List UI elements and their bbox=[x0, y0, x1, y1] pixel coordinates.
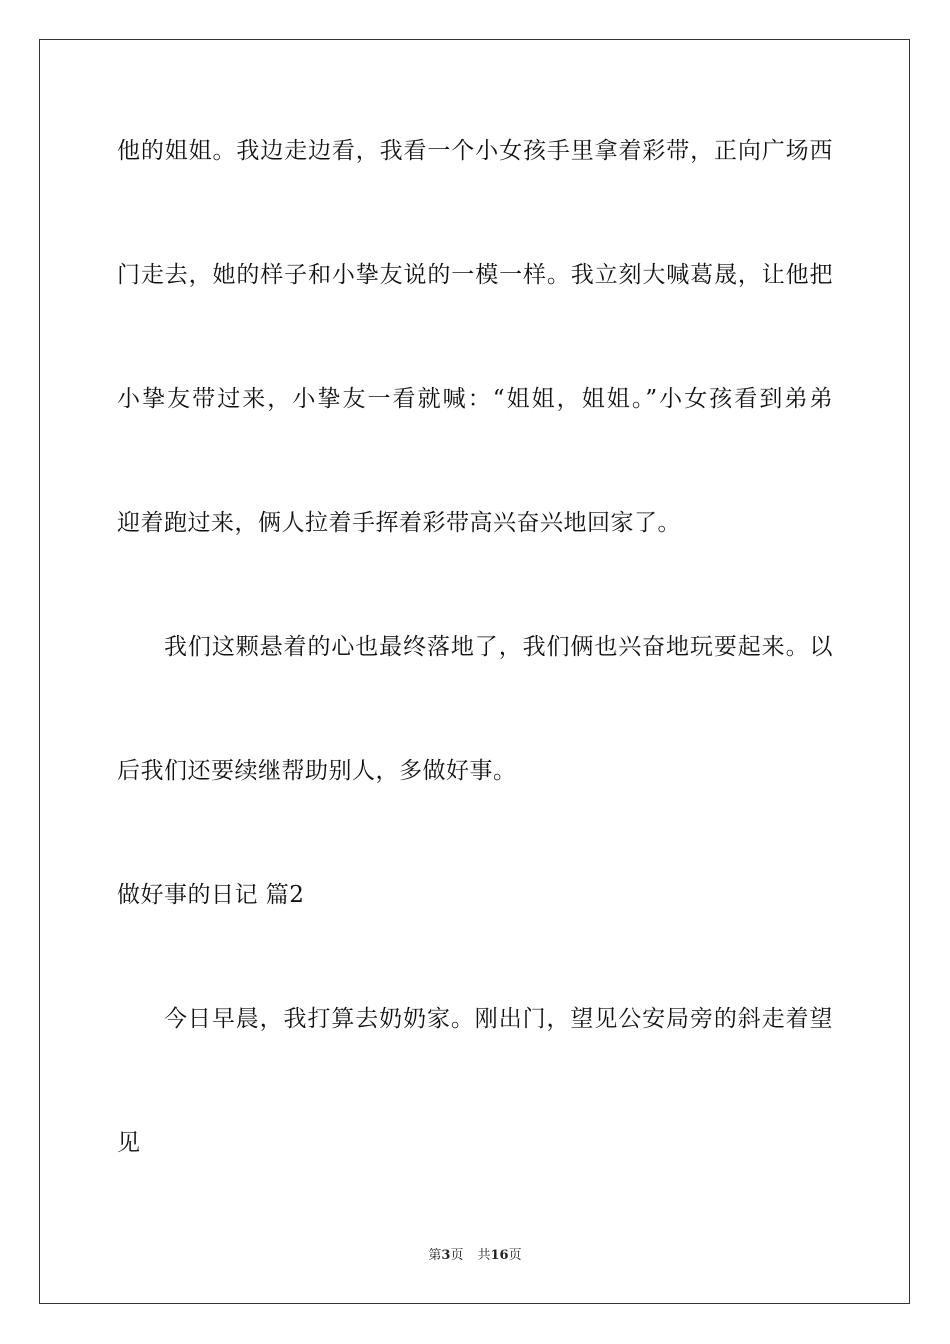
footer-total-prefix: 共 bbox=[477, 1248, 491, 1263]
body-line-3: 小挚友带过来，小挚友一看就喊：“姐姐，姐姐。”小女孩看到弟弟 bbox=[117, 386, 833, 412]
body-line-1: 他的姐姐。我边走边看，我看一个小女孩手里拿着彩带，正向广场西 bbox=[117, 138, 833, 164]
footer-page-prefix: 第 bbox=[428, 1248, 442, 1263]
footer-total-pages: 16 bbox=[490, 1248, 509, 1263]
body-line-5: 我们这颗悬着的心也最终落地了，我们俩也兴奋地玩要起来。以 bbox=[164, 634, 833, 660]
body-line-8: 见 bbox=[117, 1130, 141, 1156]
footer-total-suffix: 页 bbox=[508, 1248, 522, 1263]
body-line-7: 今日早晨，我打算去奶奶家。刚出门，望见公安局旁的斜走着望 bbox=[164, 1006, 833, 1032]
page-border bbox=[39, 39, 910, 1304]
footer-page-suffix: 页 bbox=[450, 1248, 464, 1263]
body-line-4: 迎着跑过来，俩人拉着手挥着彩带高兴奋兴地回家了。 bbox=[117, 510, 681, 536]
footer-page-number: 3 bbox=[441, 1248, 451, 1263]
body-line-6: 后我们还要续继帮助别人，多做好事。 bbox=[117, 758, 517, 784]
section-heading: 做好事的日记 篇2 bbox=[117, 882, 305, 908]
body-line-2: 门走去，她的样子和小挚友说的一模一样。我立刻大喊葛晟，让他把 bbox=[117, 262, 833, 288]
page-footer bbox=[0, 1248, 950, 1264]
